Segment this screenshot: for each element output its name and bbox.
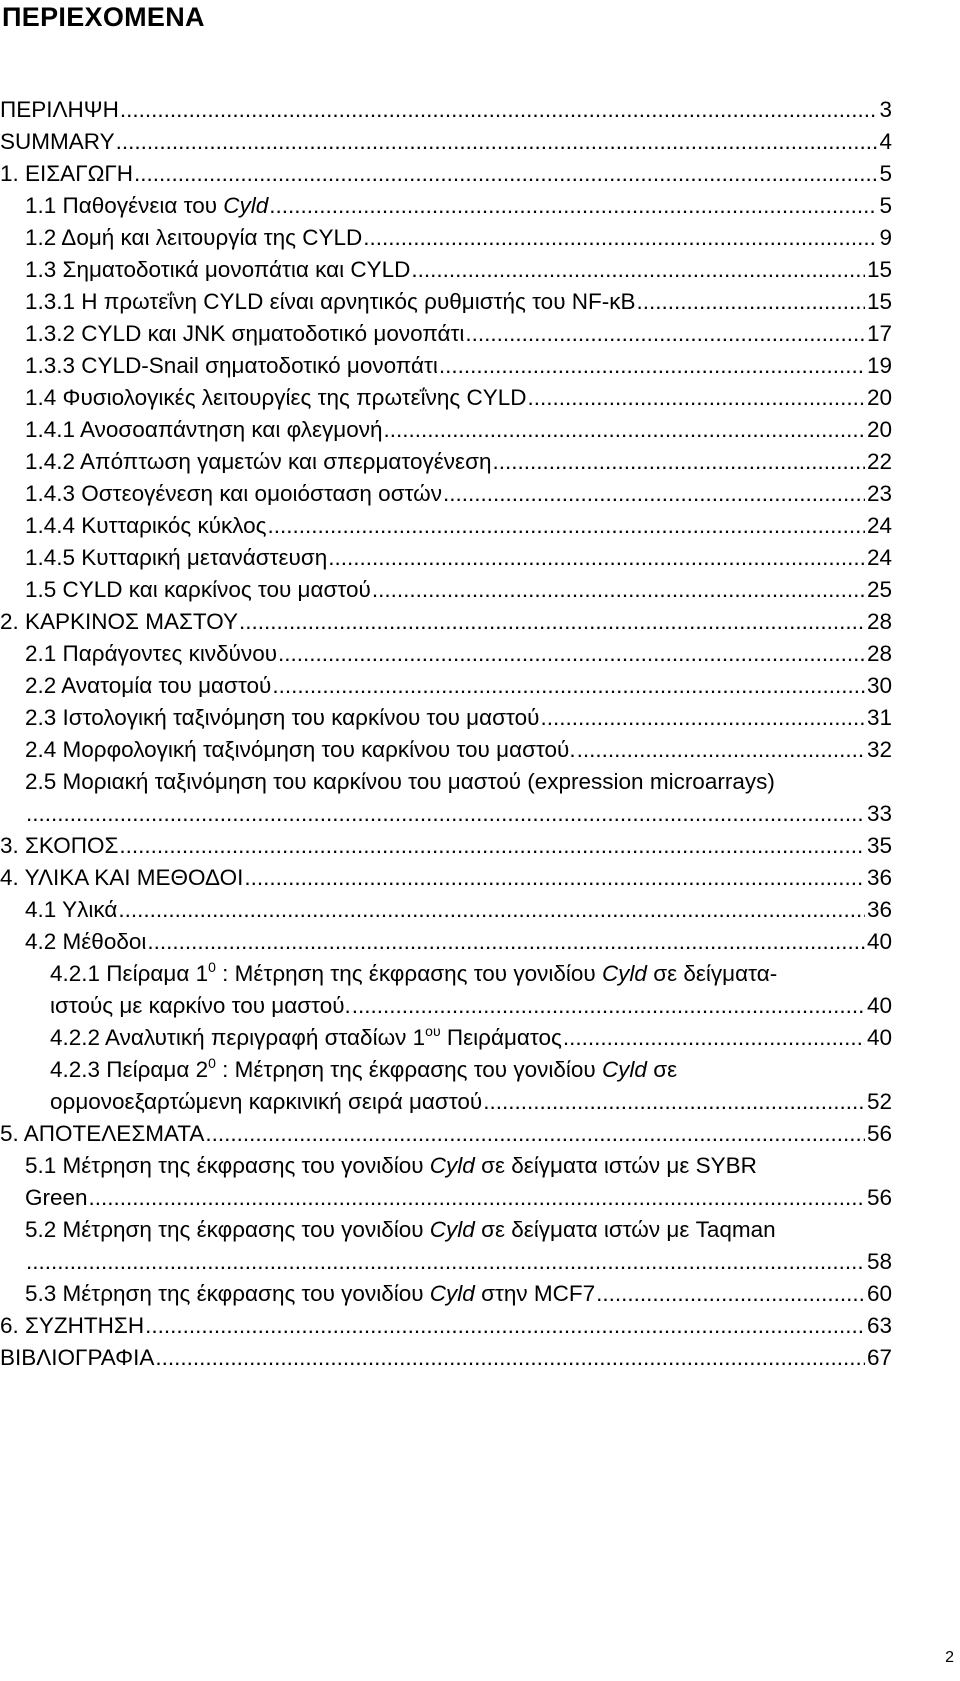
- toc-leader-dots: [465, 318, 865, 350]
- toc-label-text: 5.2 Μέτρηση της έκφρασης του γονιδίου: [25, 1217, 430, 1242]
- toc-entry-label: ορμονοεξαρτώμενη καρκινική σειρά μαστού: [50, 1089, 483, 1114]
- toc-page-number: 67: [866, 1345, 892, 1370]
- toc-page-number: 5: [879, 161, 892, 186]
- toc-entry[interactable]: [0, 542, 892, 574]
- toc-entry-label: 2.3 Ιστολογική ταξινόμηση του καρκίνου του μαστού: [25, 705, 540, 730]
- gene-name-italic: Cyld: [429, 1217, 475, 1242]
- toc-label-text: 1.1 Παθογένεια του: [25, 193, 224, 218]
- toc-label-text: στην MCF7: [474, 1281, 596, 1306]
- toc-entry-label: 4.2 Μέθοδοι: [25, 929, 147, 954]
- toc-entry-continuation[interactable]: [0, 1246, 892, 1278]
- toc-entry-label: ΠΕΡΙΛΗΨΗ: [0, 97, 119, 122]
- toc-page-number: 17: [866, 321, 892, 346]
- toc-entry-continuation[interactable]: [0, 1086, 892, 1118]
- toc-entry-label: 1.4 Φυσιολογικές λειτουργίες της πρωτεΐνης CYLD: [25, 385, 527, 410]
- toc-page-number: 52: [866, 1089, 892, 1114]
- toc-page-number: 40: [866, 993, 892, 1018]
- toc-entry[interactable]: [0, 926, 892, 958]
- toc-leader-dots: [269, 190, 877, 222]
- toc-label-text: 5.3 Μέτρηση της έκφρασης του γονιδίου: [25, 1281, 430, 1306]
- toc-entry-label: 1.3.1 Η πρωτεΐνη CYLD είναι αρνητικός ρυθμιστής του NF-κB: [25, 289, 636, 314]
- toc-entry[interactable]: [0, 606, 892, 638]
- gene-name-italic: Cyld: [601, 1057, 647, 1082]
- toc-label-text: σε δείγματα-: [646, 961, 778, 986]
- toc-page-number: 4: [879, 129, 892, 154]
- toc-entry[interactable]: [0, 254, 892, 286]
- toc-entry-label: [25, 1278, 595, 1310]
- toc-entry-label: 1.3.2 CYLD και JNK σηματοδοτικό μονοπάτι: [25, 321, 465, 346]
- toc-page-number: 15: [866, 257, 892, 282]
- toc-entry[interactable]: [0, 830, 892, 862]
- toc-entry-label: ΒΙΒΛΙΟΓΡΑΦΙΑ: [0, 1345, 155, 1370]
- toc-leader-dots: [528, 382, 865, 414]
- toc-label-text: 4.2.1 Πείραμα 1: [50, 961, 209, 986]
- toc-page-number: 56: [866, 1121, 892, 1146]
- toc-page-number: 23: [866, 481, 892, 506]
- toc-entry[interactable]: [0, 670, 892, 702]
- toc-entry[interactable]: [0, 478, 892, 510]
- toc-page-number: 15: [866, 289, 892, 314]
- toc-leader-dots: [89, 1182, 865, 1214]
- table-of-contents: [0, 94, 892, 1374]
- toc-page-number: 20: [866, 385, 892, 410]
- superscript: ου: [425, 1023, 441, 1039]
- toc-entry[interactable]: [0, 382, 892, 414]
- toc-leader-dots: [268, 510, 865, 542]
- toc-leader-dots: [272, 670, 865, 702]
- toc-leader-dots: [352, 990, 865, 1022]
- toc-label-text: : Μέτρηση της έκφρασης του γονιδίου: [215, 961, 602, 986]
- toc-label-text: 5.1 Μέτρηση της έκφρασης του γονιδίου: [25, 1153, 430, 1178]
- toc-entry[interactable]: [0, 158, 892, 190]
- toc-page-number: 36: [866, 865, 892, 890]
- toc-leader-dots: [26, 798, 865, 830]
- toc-entry-label: 1.3 Σηματοδοτικά μονοπάτια και CYLD: [25, 257, 411, 282]
- toc-page-number: 31: [866, 705, 892, 730]
- toc-entry-label: 6. ΣΥΖΗΤΗΣΗ: [0, 1313, 145, 1338]
- toc-leader-dots: [147, 926, 865, 958]
- toc-entry-label: 2. ΚΑΡΚΙΝΟΣ ΜΑΣΤΟΥ: [0, 609, 238, 634]
- toc-leader-dots: [119, 830, 865, 862]
- toc-entry-label[interactable]: [0, 1150, 892, 1182]
- toc-leader-dots: [637, 286, 865, 318]
- toc-entry-label: [25, 190, 268, 222]
- toc-entry-label: [50, 1022, 562, 1054]
- toc-entry[interactable]: [0, 862, 892, 894]
- toc-entry[interactable]: [0, 446, 892, 478]
- toc-entry[interactable]: [0, 94, 892, 126]
- toc-entry[interactable]: [0, 190, 892, 222]
- toc-leader-dots: [244, 862, 865, 894]
- toc-entry-label: 2.1 Παράγοντες κινδύνου: [25, 641, 278, 666]
- toc-page-number: 20: [866, 417, 892, 442]
- toc-entry[interactable]: [0, 414, 892, 446]
- toc-entry-label[interactable]: [0, 958, 892, 990]
- toc-entry[interactable]: [0, 702, 892, 734]
- toc-page-number: 35: [866, 833, 892, 858]
- toc-page-number: 58: [866, 1249, 892, 1274]
- toc-page-number: 30: [866, 673, 892, 698]
- toc-leader-dots: [145, 1310, 865, 1342]
- gene-name-italic: Cyld: [429, 1281, 475, 1306]
- toc-page-number: 5: [879, 193, 892, 218]
- toc-leader-dots: [116, 126, 878, 158]
- toc-label-text: 4.2.2 Αναλυτική περιγραφή σταδίων 1: [50, 1025, 426, 1050]
- toc-page-number: 36: [866, 897, 892, 922]
- toc-leader-dots: [540, 702, 865, 734]
- toc-page-number: 63: [866, 1313, 892, 1338]
- toc-entry-label: 1.3.3 CYLD-Snail σηματοδοτικό μονοπάτι: [25, 353, 438, 378]
- toc-entry-label: 3. ΣΚΟΠΟΣ: [0, 833, 119, 858]
- toc-leader-dots: [239, 606, 865, 638]
- toc-page-number: 60: [866, 1281, 892, 1306]
- toc-leader-dots: [205, 1118, 865, 1150]
- toc-page-number: 56: [866, 1185, 892, 1210]
- toc-entry-continuation[interactable]: [0, 798, 892, 830]
- gene-name-italic: Cyld: [601, 961, 647, 986]
- toc-entry-label: ιστούς με καρκίνο του μαστού.: [50, 993, 351, 1018]
- toc-leader-dots: [596, 1278, 865, 1310]
- superscript: 0: [208, 959, 216, 975]
- toc-entry-label: 1.4.4 Κυτταρικός κύκλος: [25, 513, 267, 538]
- toc-entry-label: 1.4.1 Ανοσοαπάντηση και φλεγμονή: [25, 417, 383, 442]
- toc-page-number: 32: [866, 737, 892, 762]
- toc-leader-dots: [155, 1342, 865, 1374]
- toc-entry-label: 5. ΑΠΟΤΕΛΕΣΜΑΤΑ: [0, 1121, 205, 1146]
- toc-leader-dots: [492, 446, 865, 478]
- toc-label-text: σε δείγματα ιστών με Taqman: [474, 1217, 776, 1242]
- toc-entry[interactable]: [0, 1310, 892, 1342]
- toc-entry[interactable]: [0, 222, 892, 254]
- toc-leader-dots: [483, 1086, 865, 1118]
- toc-entry[interactable]: [0, 734, 892, 766]
- toc-leader-dots: [120, 94, 878, 126]
- toc-page-number: 25: [866, 577, 892, 602]
- toc-entry[interactable]: [0, 638, 892, 670]
- toc-entry-label: 1.4.2 Απόπτωση γαμετών και σπερματογένεση: [25, 449, 492, 474]
- toc-entry-label: 4.1 Υλικά: [25, 897, 118, 922]
- toc-entry-label: SUMMARY: [0, 129, 115, 154]
- toc-entry[interactable]: [0, 574, 892, 606]
- toc-page-number: 9: [879, 225, 892, 250]
- toc-leader-dots: [439, 350, 865, 382]
- toc-leader-dots: [577, 734, 865, 766]
- toc-entry-continuation[interactable]: [0, 1182, 892, 1214]
- toc-label-text: : Μέτρηση της έκφρασης του γονιδίου: [215, 1057, 602, 1082]
- toc-leader-dots: [443, 478, 865, 510]
- toc-leader-dots: [372, 574, 865, 606]
- toc-entry-label: 1.4.5 Κυτταρική μετανάστευση: [25, 545, 328, 570]
- toc-entry[interactable]: [0, 1118, 892, 1150]
- toc-leader-dots: [328, 542, 865, 574]
- toc-entry-label: Green: [25, 1185, 88, 1210]
- toc-entry[interactable]: [0, 1278, 892, 1310]
- toc-label-text: σε: [646, 1057, 678, 1082]
- toc-entry-label: 1. ΕΙΣΑΓΩΓΗ: [0, 161, 134, 186]
- toc-entry-label[interactable]: [0, 1214, 892, 1246]
- toc-leader-dots: [411, 254, 865, 286]
- toc-entry[interactable]: [0, 510, 892, 542]
- superscript: 0: [208, 1055, 216, 1071]
- toc-page-number: 33: [866, 801, 892, 826]
- toc-entry-label: 1.5 CYLD και καρκίνος του μαστού: [25, 577, 371, 602]
- toc-label-text: 4.2.3 Πείραμα 2: [50, 1057, 209, 1082]
- toc-entry-label: 1.4.3 Οστεογένεση και ομοιόσταση οστών: [25, 481, 442, 506]
- gene-name-italic: Cyld: [223, 193, 269, 218]
- toc-entry[interactable]: [0, 894, 892, 926]
- page-title: ΠΕΡΙΕΧΟΜΕΝΑ: [2, 2, 205, 32]
- toc-entry[interactable]: [0, 350, 892, 382]
- toc-page-number: 22: [866, 449, 892, 474]
- toc-page-number: 28: [866, 609, 892, 634]
- toc-entry[interactable]: [0, 1342, 892, 1374]
- toc-entry-label[interactable]: [0, 1054, 892, 1086]
- toc-page-number: 24: [866, 513, 892, 538]
- toc-entry[interactable]: [0, 1022, 892, 1054]
- toc-entry-label: 4. ΥΛΙΚΑ ΚΑΙ ΜΕΘΟΔΟΙ: [0, 865, 244, 890]
- toc-page-number: 40: [866, 929, 892, 954]
- toc-entry[interactable]: [0, 126, 892, 158]
- toc-page-number: 3: [879, 97, 892, 122]
- toc-leader-dots: [26, 1246, 865, 1278]
- toc-entry[interactable]: [0, 286, 892, 318]
- toc-entry-label: 2.4 Μορφολογική ταξινόμηση του καρκίνου του μαστού.: [25, 737, 576, 762]
- toc-page-number: 24: [866, 545, 892, 570]
- toc-label-text: Πειράματος: [440, 1025, 562, 1050]
- toc-entry-label: 2.2 Ανατομία του μαστού: [25, 673, 272, 698]
- toc-leader-dots: [118, 894, 865, 926]
- toc-page-number: 40: [866, 1025, 892, 1050]
- toc-entry-label: 1.2 Δομή και λειτουργία της CYLD: [25, 225, 363, 250]
- page-number: 2: [945, 1649, 954, 1666]
- toc-leader-dots: [278, 638, 865, 670]
- toc-page-number: 28: [866, 641, 892, 666]
- toc-entry[interactable]: [0, 318, 892, 350]
- toc-leader-dots: [134, 158, 877, 190]
- toc-leader-dots: [563, 1022, 865, 1054]
- toc-leader-dots: [384, 414, 865, 446]
- toc-entry-continuation[interactable]: [0, 990, 892, 1022]
- gene-name-italic: Cyld: [429, 1153, 475, 1178]
- toc-label-text: σε δείγματα ιστών με SYBR: [474, 1153, 757, 1178]
- toc-entry-label[interactable]: 2.5 Μοριακή ταξινόμηση του καρκίνου του μαστού (expression microarrays): [25, 769, 775, 794]
- toc-page-number: 19: [866, 353, 892, 378]
- toc-leader-dots: [363, 222, 877, 254]
